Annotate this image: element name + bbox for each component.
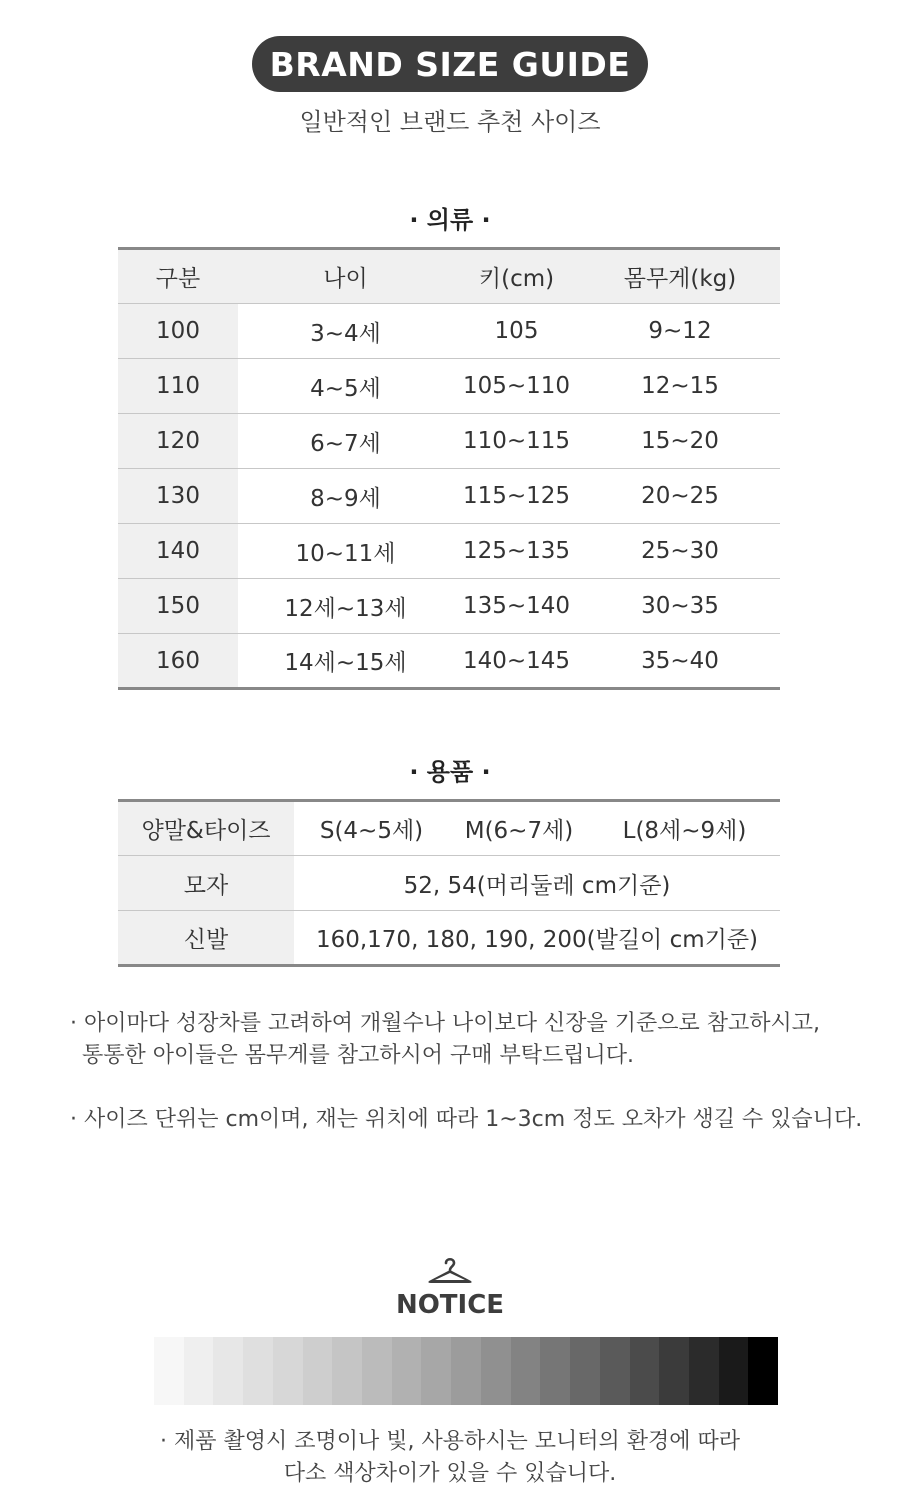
- hanger-icon: [426, 1256, 474, 1286]
- age-cell: 12세~13세: [238, 579, 453, 634]
- goods-label-cell: 양말&타이즈: [118, 801, 294, 856]
- color-note-line1: · 제품 촬영시 조명이나 빛, 사용하시는 모니터의 환경에 따라: [160, 1429, 740, 1454]
- color-swatch: [540, 1337, 570, 1405]
- growth-note-line1: · 아이마다 성장차를 고려하여 개월수나 나이보다 신장을 기준으로 참고하시고,: [70, 1011, 820, 1036]
- height-cell: 105: [453, 304, 580, 359]
- table-row: [118, 801, 780, 856]
- color-difference-note: [0, 1426, 900, 1490]
- goods-value-cell: 160,170, 180, 190, 200(발길이 cm기준): [315, 927, 759, 953]
- size-cell: 150: [118, 579, 238, 634]
- color-swatch: [362, 1337, 392, 1405]
- growth-note: [70, 1008, 820, 1072]
- color-swatch: [481, 1337, 511, 1405]
- size-cell: 160: [118, 634, 238, 689]
- height-cell: 115~125: [453, 469, 580, 524]
- size-cell: 100: [118, 304, 238, 359]
- weight-cell: 20~25: [580, 469, 780, 524]
- color-swatch: [748, 1337, 778, 1405]
- header-cell: 몸무게(kg): [580, 249, 780, 304]
- age-cell: 14세~15세: [284, 650, 407, 676]
- age-cell: 4~5세: [238, 359, 453, 414]
- table-header-row: [118, 249, 780, 304]
- goods-value-cell: L(8세~9세): [589, 801, 780, 856]
- age-cell: 10~11세: [238, 524, 453, 579]
- brand-size-guide-title: BRAND SIZE GUIDE: [252, 36, 648, 92]
- unit-note: · 사이즈 단위는 cm이며, 재는 위치에 따라 1~3cm 정도 오차가 생길 수 있습니다.: [70, 1107, 863, 1132]
- color-swatch: [392, 1337, 422, 1405]
- clothing-section-title: · 의류 ·: [409, 206, 491, 234]
- table-row: [118, 414, 780, 469]
- color-swatch: [630, 1337, 660, 1405]
- goods-label-cell: 신발: [118, 911, 294, 966]
- height-cell: 135~140: [453, 579, 580, 634]
- goods-section-title: · 용품 ·: [409, 758, 491, 786]
- table-row: [118, 304, 780, 359]
- header-cell: 나이: [238, 249, 453, 304]
- age-cell: 8~9세: [238, 469, 453, 524]
- weight-cell: 15~20: [580, 414, 780, 469]
- goods-value-cell: 52, 54(머리둘레 cm기준): [294, 856, 780, 911]
- size-cell: 110: [118, 359, 238, 414]
- goods-value-cell: M(6~7세): [449, 801, 589, 856]
- color-swatch: [659, 1337, 689, 1405]
- color-swatch: [184, 1337, 214, 1405]
- color-swatch: [451, 1337, 481, 1405]
- height-cell: 105~110: [453, 359, 580, 414]
- age-cell: 3~4세: [238, 304, 453, 359]
- color-swatch: [719, 1337, 749, 1405]
- goods-size-table: [118, 799, 780, 967]
- header-cell: 구분: [118, 249, 238, 304]
- table-row: [118, 911, 780, 966]
- notice-title: NOTICE: [395, 1290, 505, 1320]
- weight-cell: 12~15: [580, 359, 780, 414]
- height-cell: 140~145: [462, 647, 571, 674]
- color-swatch: [303, 1337, 333, 1405]
- goods-label-cell: 모자: [118, 856, 294, 911]
- weight-cell: 25~30: [580, 524, 780, 579]
- color-swatch: [332, 1337, 362, 1405]
- size-cell: 140: [118, 524, 238, 579]
- header-cell: 키(cm): [453, 249, 580, 304]
- table-row: [118, 856, 780, 911]
- color-swatch: [511, 1337, 541, 1405]
- color-note-line2: 다소 색상차이가 있을 수 있습니다.: [283, 1461, 617, 1486]
- color-swatch: [213, 1337, 243, 1405]
- table-row: [118, 469, 780, 524]
- color-swatch: [273, 1337, 303, 1405]
- table-row: [118, 634, 780, 689]
- color-swatch-strip: [154, 1337, 778, 1405]
- table-row: [118, 579, 780, 634]
- goods-value-cell: S(4~5세): [294, 801, 449, 856]
- page-subtitle: 일반적인 브랜드 추천 사이즈: [299, 108, 601, 136]
- weight-cell: 35~40: [641, 647, 719, 674]
- weight-cell: 9~12: [580, 304, 780, 359]
- weight-cell: 30~35: [580, 579, 780, 634]
- color-swatch: [689, 1337, 719, 1405]
- color-swatch: [600, 1337, 630, 1405]
- table-row: [118, 359, 780, 414]
- table-row: [118, 524, 780, 579]
- size-cell: 130: [118, 469, 238, 524]
- clothing-size-table: [118, 247, 780, 690]
- color-swatch: [570, 1337, 600, 1405]
- color-swatch: [243, 1337, 273, 1405]
- height-cell: 110~115: [453, 414, 580, 469]
- color-swatch: [421, 1337, 451, 1405]
- growth-note-line2: 통통한 아이들은 몸무게를 참고하시어 구매 부탁드립니다.: [82, 1043, 635, 1068]
- age-cell: 6~7세: [238, 414, 453, 469]
- size-cell: 120: [118, 414, 238, 469]
- height-cell: 125~135: [453, 524, 580, 579]
- color-swatch: [154, 1337, 184, 1405]
